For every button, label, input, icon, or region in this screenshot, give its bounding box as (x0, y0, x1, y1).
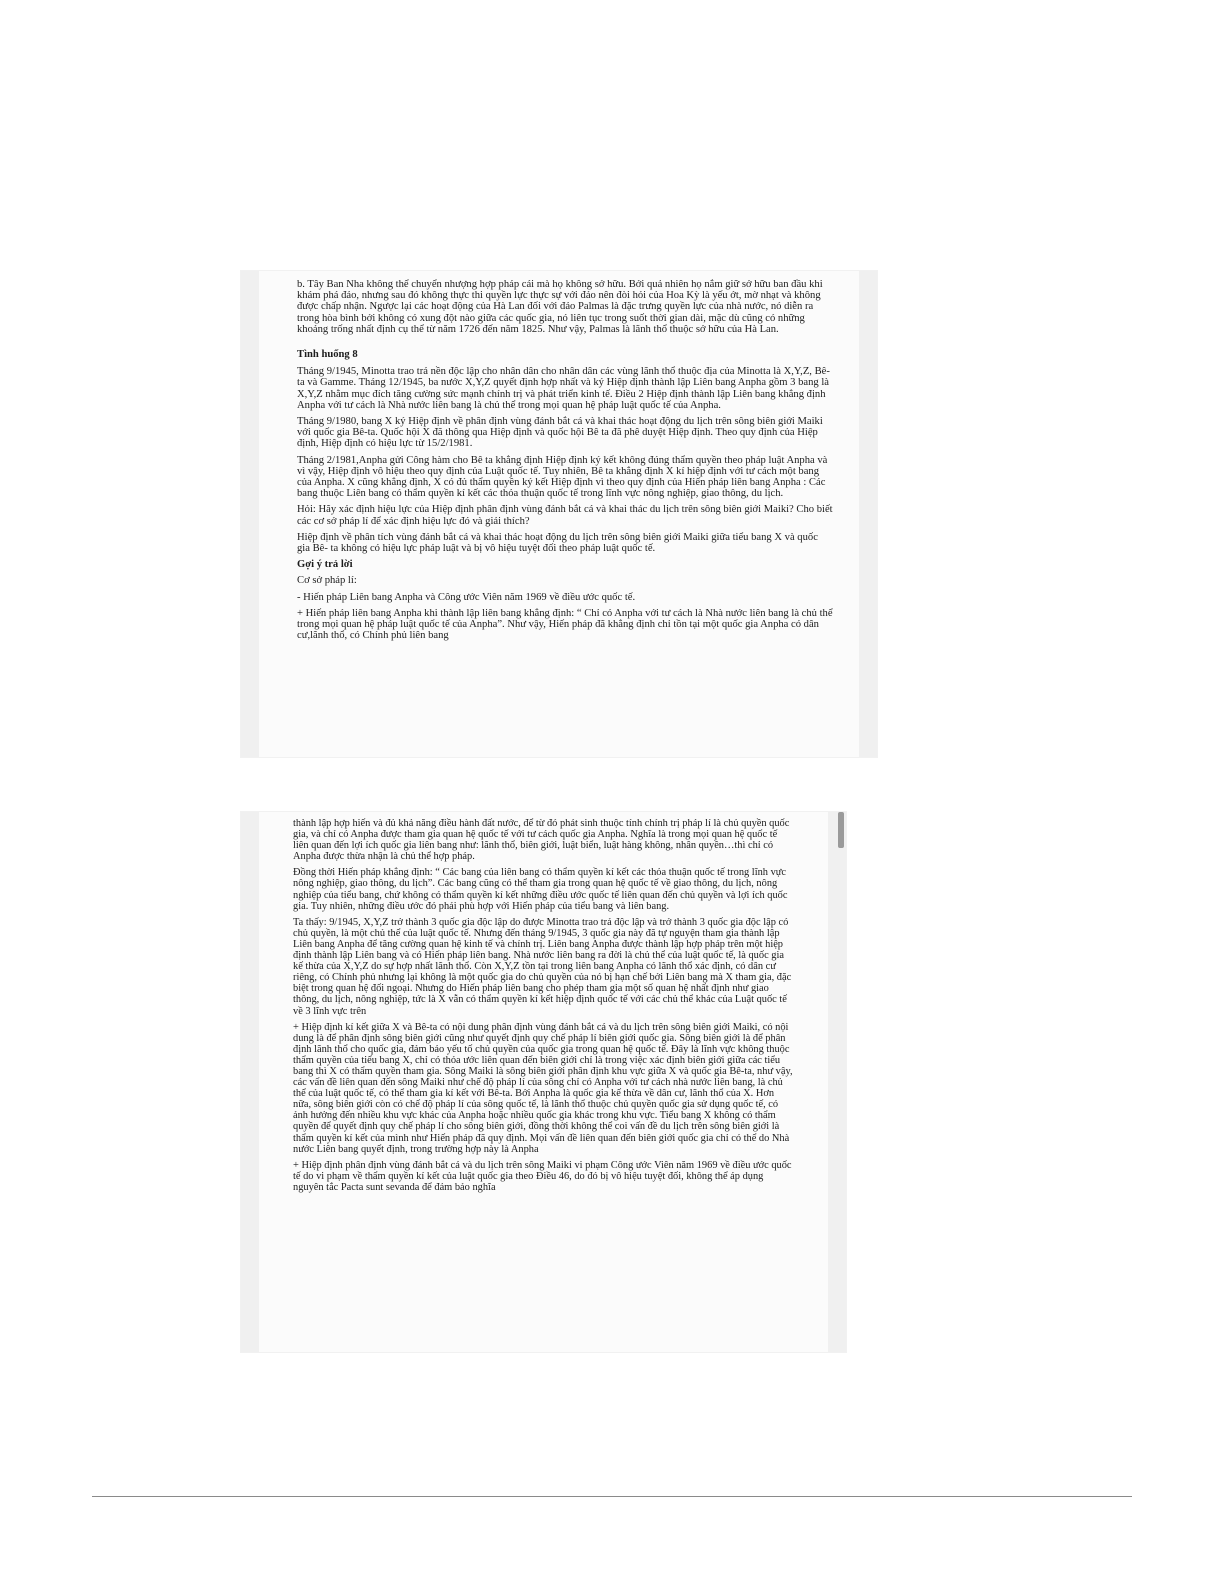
page-1-text (297, 279, 833, 646)
paragraph: + Hiệp định kí kết giữa X và Bê-ta có nội dung phân định vùng đánh bắt cá và du lịch trên sông biên giới Maiki, có nội dung là để phân định sông biên giới cũng như quyết định quy chế pháp lí biên giới quốc gia. Sông biên giới là để phân định lãnh thổ cho quốc gia, đảm bảo yếu tố chủ quyền của quốc gia trong quan hệ quốc tế. Đây là lĩnh vực không thuộc thẩm quyền của tiểu bang X, chỉ có thỏa ước liên quan đến biên giới chỉ là trong việc xác định biên giới giữa các tiểu bang thì X có thẩm quyền tham gia. Sông Maiki là sông biên giới phân định khu vực giữa X và quốc gia Bê-ta, như vậy, các vấn đề liên quan đến sông Maiki như chế độ pháp lí của sông chỉ có Anpha với tư cách nhà nước liên bang, là chủ thể của luật quốc tế, có thể tham gia kí kết với Bê-ta. Bởi Anpha là quốc gia kế thừa về dân cư, lãnh thổ của X. Hơn nữa, sông biên giới còn có chế độ pháp lí của sông quốc tế, là lãnh thổ thuộc chủ quyền quốc gia sử dụng quốc tế, có ảnh hưởng đến nhiều khu vực khác của Anpha hoặc nhiều quốc gia khác trong khu vực. Tiểu bang X không có thẩm quyền để quyết định quy chế pháp lí cho sông biên giới, đồng thời không thể coi vấn đề du lịch trên sông biên giới là thẩm quyền kí kết của mình như Hiến pháp đã quy định. Mọi vấn đề liên quan đến biên giới quốc gia chỉ có thể do Nhà nước Liên bang quyết định, trong trường hợp này là Anpha (293, 1021, 793, 1155)
paragraph: b. Tây Ban Nha không thể chuyển nhượng hợp pháp cái mà họ không sở hữu. Bởi quả nhiên họ nắm giữ sở hữu ban đầu khi khám phá đảo, nhưng sau đó không thực thi quyền lực thực sự với đảo nên đòi hỏi của Hoa Kỳ là yếu ớt, mờ nhạt và không được chấp nhận. Ngược lại các hoạt động của Hà Lan đối với đảo Palmas là đặc trưng quyền lực của nhà nước, nó diễn ra trong hòa bình bởi không có xung đột nào giữa các quốc gia, nó liên tục trong suốt thời gian dài, mặc dù cũng có những khoảng trống nhất định cụ thể từ năm 1726 đến năm 1825. Như vậy, Palmas là lãnh thổ thuộc sở hữu của Hà Lan. (297, 279, 823, 335)
document-page-scan-2 (241, 812, 846, 1352)
scan-margin-right (828, 812, 846, 1352)
scan-margin-left (241, 812, 259, 1352)
paragraph: Tháng 9/1980, bang X ký Hiệp định về phân định vùng đánh bắt cá và khai thác hoạt động du lịch trên sông biên giới Maiki với quốc gia Bê-ta. Quốc hội X đã thông qua Hiệp định và quốc hội Bê ta đã phê duyệt Hiệp định. Theo quy định của Hiệp định, Hiệp định có hiệu lực từ 15/2/1981. (297, 416, 823, 450)
paragraph: Tháng 2/1981,Anpha gửi Công hàm cho Bê ta khẳng định Hiệp định ký kết không đúng thẩm quyền theo pháp luật Anpha và vì vậy, Hiệp định vô hiệu theo quy định của Luật quốc tế. Tuy nhiên, Bê ta khẳng định X kí hiệp định với tư cách một bang của Anpha. X cũng khẳng định, X có đủ thẩm quyền ký kết Hiệp định vì theo quy định của Hiến pháp liên bang Anpha : Các bang thuộc Liên bang có thẩm quyền kí kết các thỏa thuận quốc tế trong lĩnh vực nông nghiệp, giao thông, du lịch. (297, 454, 828, 500)
paragraph: - Hiến pháp Liên bang Anpha và Công ước Viên năm 1969 về điều ước quốc tế. (297, 591, 636, 603)
page-2-text (293, 818, 794, 1198)
answer-paragraph: Hiệp định về phân tích vùng đánh bắt cá và khai thác hoạt động du lịch trên sông biên giới Maiki giữa tiểu bang X và quốc gia Bê- ta không có hiệu lực pháp luật và bị vô hiệu tuyệt đối theo pháp luật quốc tế. (297, 531, 818, 555)
section-heading: Tình huống 8 (297, 349, 358, 361)
paragraph: thành lập hợp hiến và đủ khả năng điều hành đất nước, để từ đó phát sinh thuộc tính chính trị pháp lí là chủ quyền quốc gia, và chỉ có Anpha được tham gia quan hệ quốc tế với tư cách quốc gia Anpha. Nghĩa là trong mọi quan hệ quốc tế liên quan đến lợi ích quốc gia liên bang như: lãnh thổ, biên giới, luật biển, luật hàng không, nhân quyền…thì chỉ có Anpha được thừa nhận là chủ thể hợp pháp. (293, 818, 790, 863)
paragraph: Ta thấy: 9/1945, X,Y,Z trở thành 3 quốc gia độc lập do được Minotta trao trả độc lập và trở thành 3 quốc gia độc lập có chủ quyền, là một chủ thể của luật quốc tế. Nhưng đến tháng 9/1945, 3 quốc gia này đã tự nguyện tham gia thành lập Liên bang Anpha để tăng cường quan hệ kinh tế và chính trị. Liên bang Anpha được thành lập hợp pháp trên một hiệp định thành lập Liên bang và có Hiến pháp liên bang. Nhà nước liên bang ra đời là chủ thể của luật quốc tế, là quốc gia kế thừa của X,Y,Z do sự hợp nhất lãnh thổ. Còn X,Y,Z tồn tại trong liên bang Anpha có lãnh thổ xác định, có dân cư riêng, có Chính phủ nhưng lại không là một quốc gia do chủ quyền của nó bị hạn chế bởi Liên bang mà X tham gia, đặc biệt trong quan hệ đối ngoại. Nhưng do Hiến pháp liên bang cho phép tham gia một số quan hệ nhất định như giao thông, du lịch, nông nghiệp, tức là X vẫn có thẩm quyền kí kết hiệp định quốc tế với các chủ thể khác của Luật quốc tế về 3 lĩnh vực trên (293, 916, 792, 1017)
question-paragraph: Hỏi: Hãy xác định hiệu lực của Hiệp định phân định vùng đánh bắt cá và khai thác du lịch trên sông biên giới Maiki? Cho biết các cơ sở pháp lí để xác định hiệu lực đó và giải thích? (297, 504, 833, 527)
document-page-scan-1 (241, 271, 877, 757)
scrollbar-thumb[interactable] (838, 812, 844, 848)
subheading: Gợi ý trả lời (297, 559, 353, 571)
scan-margin-right (859, 271, 877, 757)
footer-divider (92, 1496, 1132, 1497)
paragraph: Cơ sở pháp lí: (297, 575, 357, 587)
scan-margin-left (241, 271, 259, 757)
paragraph: Tháng 9/1945, Minotta trao trả nền độc lập cho nhân dân cho nhân dân các vùng lãnh thổ thuộc địa của Minotta là X,Y,Z, Bê- ta và Gamme. Tháng 12/1945, ba nước X,Y,Z quyết định hợp nhất và ký Hiệp định thành lập Liên bang Anpha gồm 3 bang là X,Y,Z nhằm mục đích tăng cường sức mạnh chính trị và phát triển kinh tế. Điều 2 Hiệp định thành lập Liên bang khẳng định Anpha với tư cách là Nhà nước liên bang là chủ thể trong mọi quan hệ pháp luật quốc tế của Anpha. (297, 366, 830, 411)
paragraph: + Hiến pháp liên bang Anpha khi thành lập liên bang khẳng định: “ Chỉ có Anpha với tư cách là Nhà nước liên bang là chủ thể trong mọi quan hệ pháp luật quốc tế của Anpha”. Như vậy, Hiến pháp đã khẳng định chỉ tồn tại một quốc gia Anpha có dân cư,lãnh thổ, có Chính phủ liên bang (297, 607, 833, 642)
paragraph: + Hiệp định phân định vùng đánh bắt cá và du lịch trên sông Maiki vi phạm Công ước Viên năm 1969 về điều ước quốc tế do vi phạm về thẩm quyền kí kết của luật quốc gia theo Điều 46, do đó bị vô hiệu tuyệt đối, không thể áp dụng nguyên tắc Pacta sunt sevanda để đảm bảo nghĩa (293, 1159, 792, 1193)
paragraph: Đồng thời Hiến pháp khẳng định: “ Các bang của liên bang có thẩm quyền kí kết các thỏa thuận quốc tế trong lĩnh vực nông nghiệp, giao thông, du lịch”. Các bang cũng có thể tham gia trong quan hệ quốc tế về giao thông, du lịch, nông nghiệp của tiểu bang, chứ không có thẩm quyền kí kết những điều ước quốc tế liên quan đến chủ quyền và lợi ích quốc gia. Tuy nhiên, những điều ước đó phải phù hợp với Hiến pháp của tiểu bang và liên bang. (293, 867, 788, 912)
